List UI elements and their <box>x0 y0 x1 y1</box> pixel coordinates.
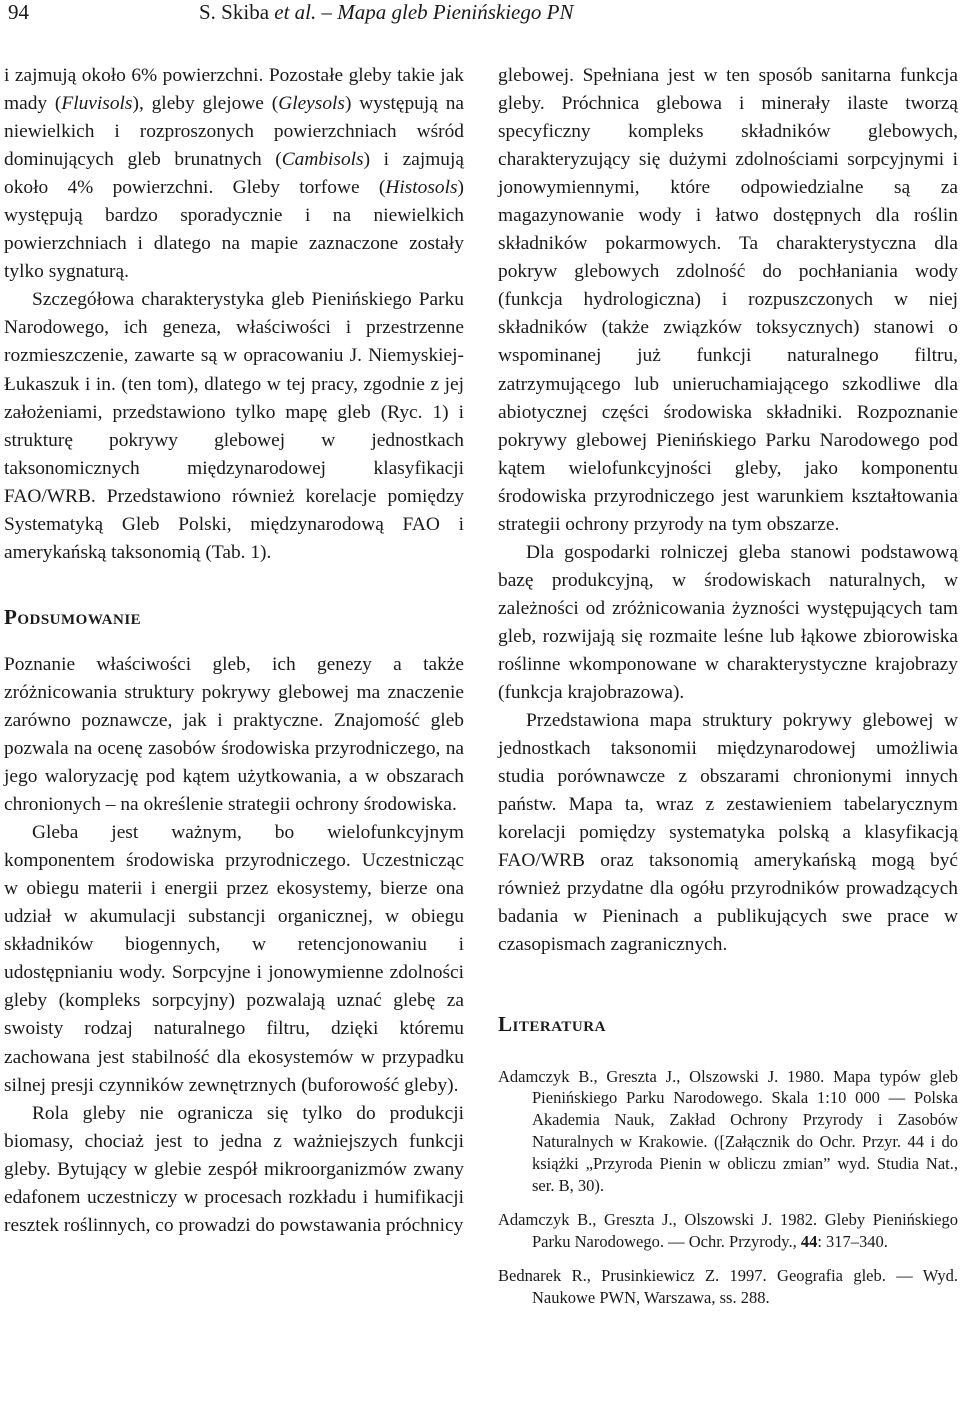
text-run: Adamczyk B., Greszta J., Olszowski J. 1982. Gleby Pienińskiego Parku Narodowego. — Ochr. Przyrody., <box>498 1209 958 1251</box>
reference-item <box>498 1209 958 1253</box>
running-head-title: – Mapa gleb Pienińskiego PN <box>316 0 574 24</box>
italic-term: Fluvisols <box>61 93 133 115</box>
running-head <box>199 0 573 25</box>
running-head-etal: et al. <box>274 0 317 24</box>
heading-references-initial: L <box>498 1011 513 1036</box>
reference-list <box>498 1066 958 1309</box>
section-heading-summary <box>4 603 464 631</box>
paragraph-left-2: Szczegółowa charakterystyka gleb Pienińskiego Parku Narodowego, ich geneza, właściwości i przestrzenne rozmieszczenie, zawarte są w opracowaniu J. Niemyskiej-Łukaszuk i in. (ten tom), dlatego w tej pracy, zgodnie z jej założeniami, przedstawiono tylko mapę gleb (Ryc. 1) i strukturę pokrywy glebowej w jednostkach taksonomicznych międzynarodowej klasyfikacji FAO/WRB. Przedstawiono również korelacje pomiędzy Systematyką Gleb Polski, międzynarodową FAO i amerykańską taksonomią (Tab. 1). <box>4 289 464 563</box>
heading-summary-initial: P <box>4 604 18 629</box>
text-run: Bednarek R., Prusinkiewicz Z. 1997. Geografia gleb. — Wyd. Naukowe PWN, Warszawa, ss. 288. <box>498 1265 958 1307</box>
reference-item <box>498 1066 958 1197</box>
text-run: ) i zajmują około 4% powierzchni. Gleby torfowe ( <box>4 149 464 199</box>
page-header <box>4 0 956 30</box>
heading-references-rest: iteratura <box>512 1011 606 1036</box>
paragraph-left-4: Gleba jest ważnym, bo wielofunkcyjnym komponentem środowiska przyrodniczego. Uczestnicząc w obiegu materii i energii przez ekosystemy, bierze ona udział w akumulacji substancji organicznej, w obiegu składników biogennych, w retencjonowaniu i udostępnianiu wody. Sorpcyjne i jonowymienne zdolności gleby (kompleks sorpcyjny) pozwalają uznać glebę za swoisty rodzaj naturalnego filtru, dzięki któremu zachowana jest stabilność dla ekosystemów w przypadku silnej presji czynników zewnętrznych (buforowość gleby). <box>4 822 464 1096</box>
right-column <box>498 62 958 1321</box>
paragraph-left-1 <box>4 62 464 286</box>
text-run: ), gleby glejowe ( <box>132 93 279 115</box>
text-run: i zajmują około 6% powierzchni. Pozostałe gleby takie jak mady ( <box>4 65 464 115</box>
paragraph-right-2: Dla gospodarki rolniczej gleba stanowi podstawową bazę produkcyjną, w środowiskach naturalnych, w zależności od zróżnicowania żyzności występujących tam gleb, rozwijają się rozmaite leśne lub łąkowe zbiorowiska roślinne wkomponowane w charakterystyczne krajobrazy (funkcja krajobrazowa). <box>498 541 958 704</box>
paragraph-right-3: Przedstawiona mapa struktury pokrywy glebowej w jednostkach taksonomii międzynarodowej umożliwia studia porównawcze z obszarami chronionymi innych państw. Mapa ta, wraz z zestawieniem tabelarycznym korelacji pomiędzy systematyka polską a klasyfikacją FAO/WRB oraz taksonomią amerykańską mogą być również przydatne dla ogółu przyrodników prowadzących badania w Pieninach a publikujących swe prace w czasopismach zagranicznych. <box>498 710 958 956</box>
paragraph-left-5: Rola gleby nie ogranicza się tylko do produkcji biomasy, chociaż jest to jedna z ważniejszych funkcji gleby. Bytujący w glebie zespół mikroorganizmów zwany edafonem uczestniczy w procesach rozkładu i humifikacji resztek roślinnych, co prowadzi do powstawania próchnicy <box>4 1102 464 1236</box>
italic-term: Gleysols <box>278 93 345 115</box>
heading-summary-rest: odsumowanie <box>17 604 142 629</box>
text-run: ) występują na niewielkich i rozproszonych powierzchniach wśród dominujących gleb brunatnych ( <box>4 93 464 171</box>
paragraph-right-1: glebowej. Spełniana jest w ten sposób sanitarna funkcja gleby. Próchnica glebowa i minerały ilaste tworzą specyficzny kompleks składników glebowych, charakteryzujący się dużymi zdolnościami sorpcyjnymi i jonowymiennymi, które odpowiedzialne są za magazynowanie wody i łatwo dostępnych dla roślin składników pokarmowych. Ta charakterystyczna dla pokryw glebowych zdolność do pochłaniania wody (funkcja hydrologiczna) i rozpuszczonych w niej składników (także związków toksycznych) stanowi o wspominanej już funkcji naturalnego filtru, zatrzymującego lub unieruchamiającego szkodliwe dla abiotycznej części środowiska składniki. Rozpoznanie pokrywy glebowej Pienińskiego Parku Narodowego pod kątem wielofunkcyjności gleby, jako komponentu środowiska przyrodniczego jest warunkiem kształtowania strategii ochrony przyrody na tym obszarze. <box>498 65 958 535</box>
reference-item <box>498 1265 958 1309</box>
paragraph-left-3: Poznanie właściwości gleb, ich genezy a także zróżnicowania struktury pokrywy glebowej ma znaczenie zarówno poznawcze, jak i praktyczne. Znajomość gleb pozwala na ocenę zasobów środowiska przyrodniczego, na jego waloryzację pod kątem użytkowania, a w obszarach chronionych – na określenie strategii ochrony środowiska. <box>4 653 464 816</box>
italic-term: Cambisols <box>281 149 364 171</box>
section-heading-references <box>498 1010 958 1038</box>
left-column <box>4 62 464 1240</box>
bold-volume: 44 <box>800 1231 818 1251</box>
text-run: : 317–340. <box>817 1231 888 1251</box>
running-head-authors: S. Skiba <box>199 0 270 24</box>
text-run: ) występują bardzo sporadycznie i na niewielkich powierzchniach i dlatego na mapie zaznaczone zostały tylko sygnaturą. <box>4 177 464 283</box>
page-number: 94 <box>8 0 29 24</box>
text-run: Adamczyk B., Greszta J., Olszowski J. 1980. Mapa typów gleb Pienińskiego Parku Narodowego. Skala 1:10 000 — Polska Akademia Nauk, Zakład Ochrony Przyrody i Zasobów Naturalnych w Krakowie. ([Załącznik do Ochr. Przyr. 44 i do książki „Przyroda Pienin w obliczu zmian” wyd. Studia Nat., ser. B, 30). <box>498 1066 958 1196</box>
italic-term: Histosols <box>385 177 458 199</box>
